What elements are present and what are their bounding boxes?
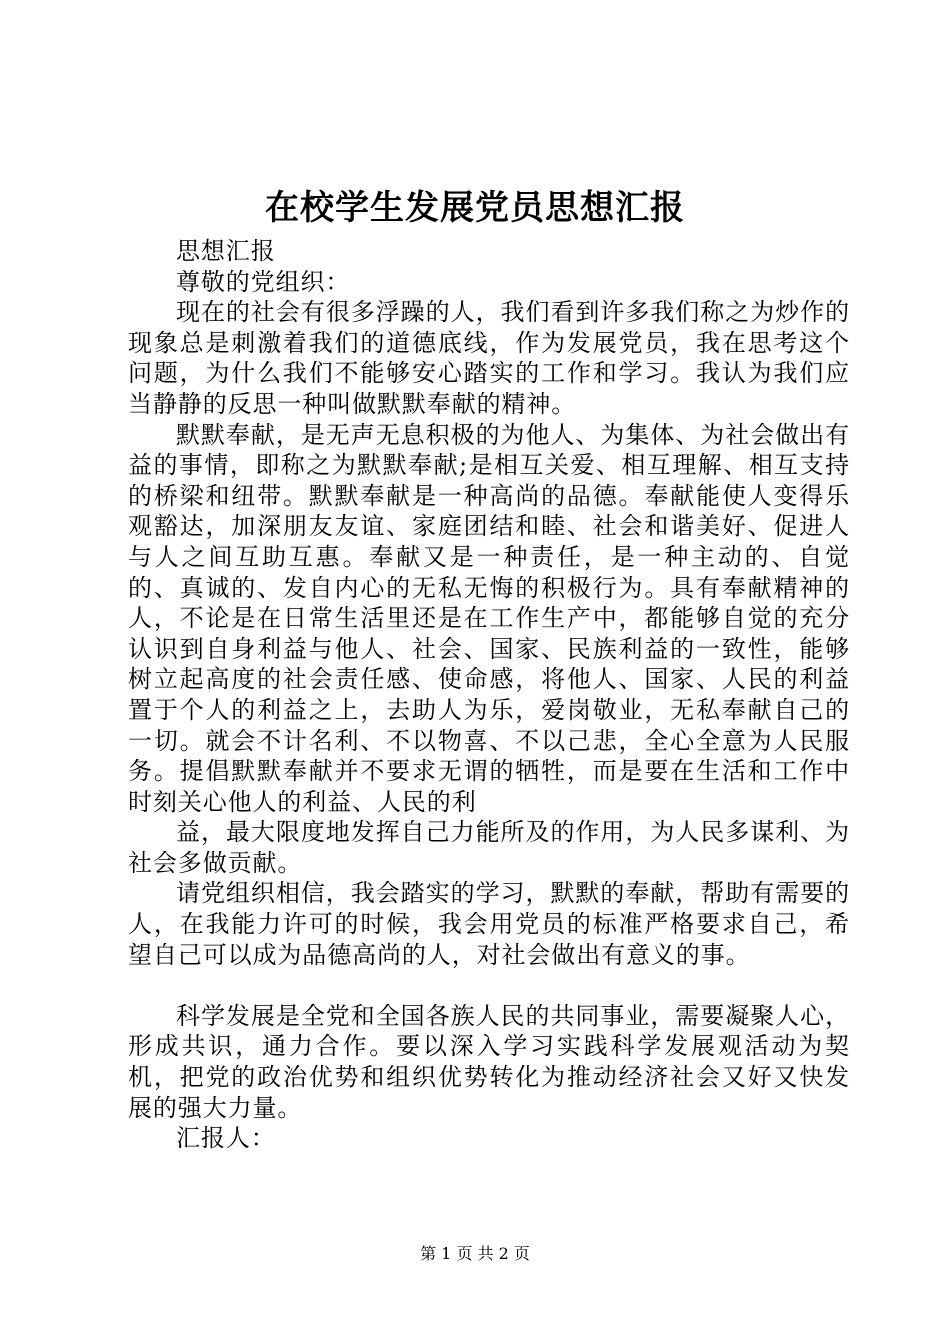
document-body bbox=[128, 236, 850, 1154]
body-paragraph: 现在的社会有很多浮躁的人，我们看到许多我们称之为炒作的现象总是刺激着我们的道德底线，作为发展党员，我在思考这个问题，为什么我们不能够安心踏实的工作和学习。我认为我们应当静静的反思一种叫做默默奉献的精神。 bbox=[128, 298, 850, 418]
body-paragraph: 益，最大限度地发挥自己力能所及的作用，为人民多谋利、为社会多做贡献。 bbox=[128, 818, 850, 877]
document-title: 在校学生发展党员思想汇报 bbox=[265, 188, 685, 228]
body-paragraph: 科学发展是全党和全国各族人民的共同事业，需要凝聚人心，形成共识，通力合作。要以深入学习实践科学发展观活动为契机，把党的政治优势和组织优势转化为推动经济社会又好又快发展的强大力量。 bbox=[128, 1001, 850, 1122]
body-paragraph: 请党组织相信，我会踏实的学习，默默的奉献，帮助有需要的人，在我能力许可的时候，我会用党员的标准严格要求自己，希望自己可以成为品德高尚的人，对社会做出有意义的事。 bbox=[128, 879, 850, 969]
signature-paragraph: 汇报人： bbox=[176, 1124, 276, 1153]
salutation-paragraph: 尊敬的党组织： bbox=[176, 267, 351, 296]
body-paragraph: 默默奉献，是无声无息积极的为他人、为集体、为社会做出有益的事情，即称之为默默奉献;是相互关爱、相互理解、相互支持的桥梁和纽带。默默奉献是一种高尚的品德。奉献能使人变得乐观豁达，加深朋友友谊、家庭团结和睦、社会和谐美好、促进人与人之间互助互惠。奉献又是一种责任，是一种主动的、自觉的、真诚的、发自内心的无私无悔的积极行为。具有奉献精神的人，不论是在日常生活里还是在工作生产中，都能够自觉的充分认识到自身利益与他人、社会、国家、民族利益的一致性，能够树立起高度的社会责任感、使命感，将他人、国家、人民的利益置于个人的利益之上，去助人为乐，爱岗敬业，无私奉献自己的一切。就会不计名利、不以物喜、不以己悲，全心全意为人民服务。提倡默默奉献并不要求无谓的牺牲，而是要在生活和工作中时刻关心他人的利益、人民的利 bbox=[128, 420, 850, 816]
report-heading-paragraph: 思想汇报 bbox=[176, 237, 276, 265]
page-number-footer: 第 1 页 共 2 页 bbox=[420, 1244, 530, 1263]
